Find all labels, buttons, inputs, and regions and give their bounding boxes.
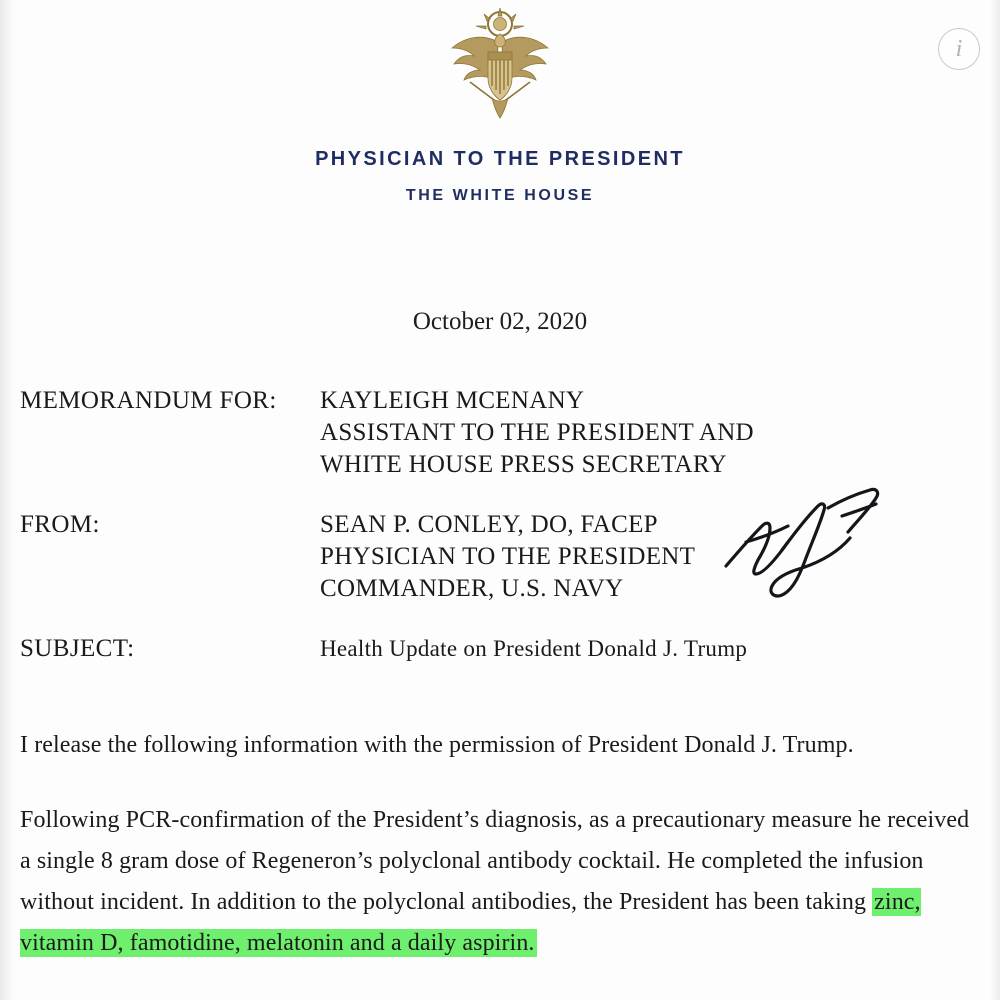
info-icon[interactable] — [938, 28, 980, 70]
memo-value-line: WHITE HOUSE PRESS SECRETARY — [320, 451, 727, 478]
letterhead-line-2: THE WHITE HOUSE — [405, 187, 595, 204]
us-presidential-seal-icon — [440, 8, 560, 126]
info-icon-label: i — [955, 35, 963, 62]
memo-value-line: KAYLEIGH MCENANY — [320, 387, 585, 414]
letterhead-line-1: PHYSICIAN TO THE PRESIDENT — [315, 148, 685, 170]
seal-container — [0, 8, 1000, 126]
letterhead — [0, 148, 1000, 205]
body-paragraph-2 — [20, 800, 985, 964]
memo-value-line: PHYSICIAN TO THE PRESIDENT — [320, 543, 696, 570]
memo-value-line: COMMANDER, U.S. NAVY — [320, 575, 624, 602]
signature-mark — [720, 480, 900, 605]
memo-value — [320, 385, 754, 481]
memo-value-line: SEAN P. CONLEY, DO, FACEP — [320, 511, 658, 538]
body-paragraph-1: I release the following information with the permission of President Donald J. Trump. — [20, 732, 854, 758]
memo-value-line: Health Update on President Donald J. Trump — [320, 636, 748, 661]
memo-label: SUBJECT: — [20, 635, 135, 662]
memo-value — [320, 633, 747, 665]
highlighted-medication-text: zinc, vitamin D, famotidine, melatonin and a daily aspirin. — [20, 889, 921, 956]
document-date: October 02, 2020 — [412, 308, 588, 335]
body-paragraph-2-text: Following PCR-confirmation of the President’s diagnosis, as a precautionary measure he received a single 8 gram dose of Regeneron’s polyclonal antibody cocktail. He completed the infusion without incident. In addition to the polyclonal antibodies, the President has been taking — [20, 807, 970, 915]
document-body — [20, 725, 985, 964]
memo-value — [320, 509, 695, 605]
memo-value-line: ASSISTANT TO THE PRESIDENT AND — [320, 419, 754, 446]
memo-label: FROM: — [20, 511, 100, 538]
memo-label: MEMORANDUM FOR: — [20, 387, 277, 414]
memo-row-subject — [20, 633, 980, 665]
memo-row-memorandum-for — [20, 385, 980, 481]
